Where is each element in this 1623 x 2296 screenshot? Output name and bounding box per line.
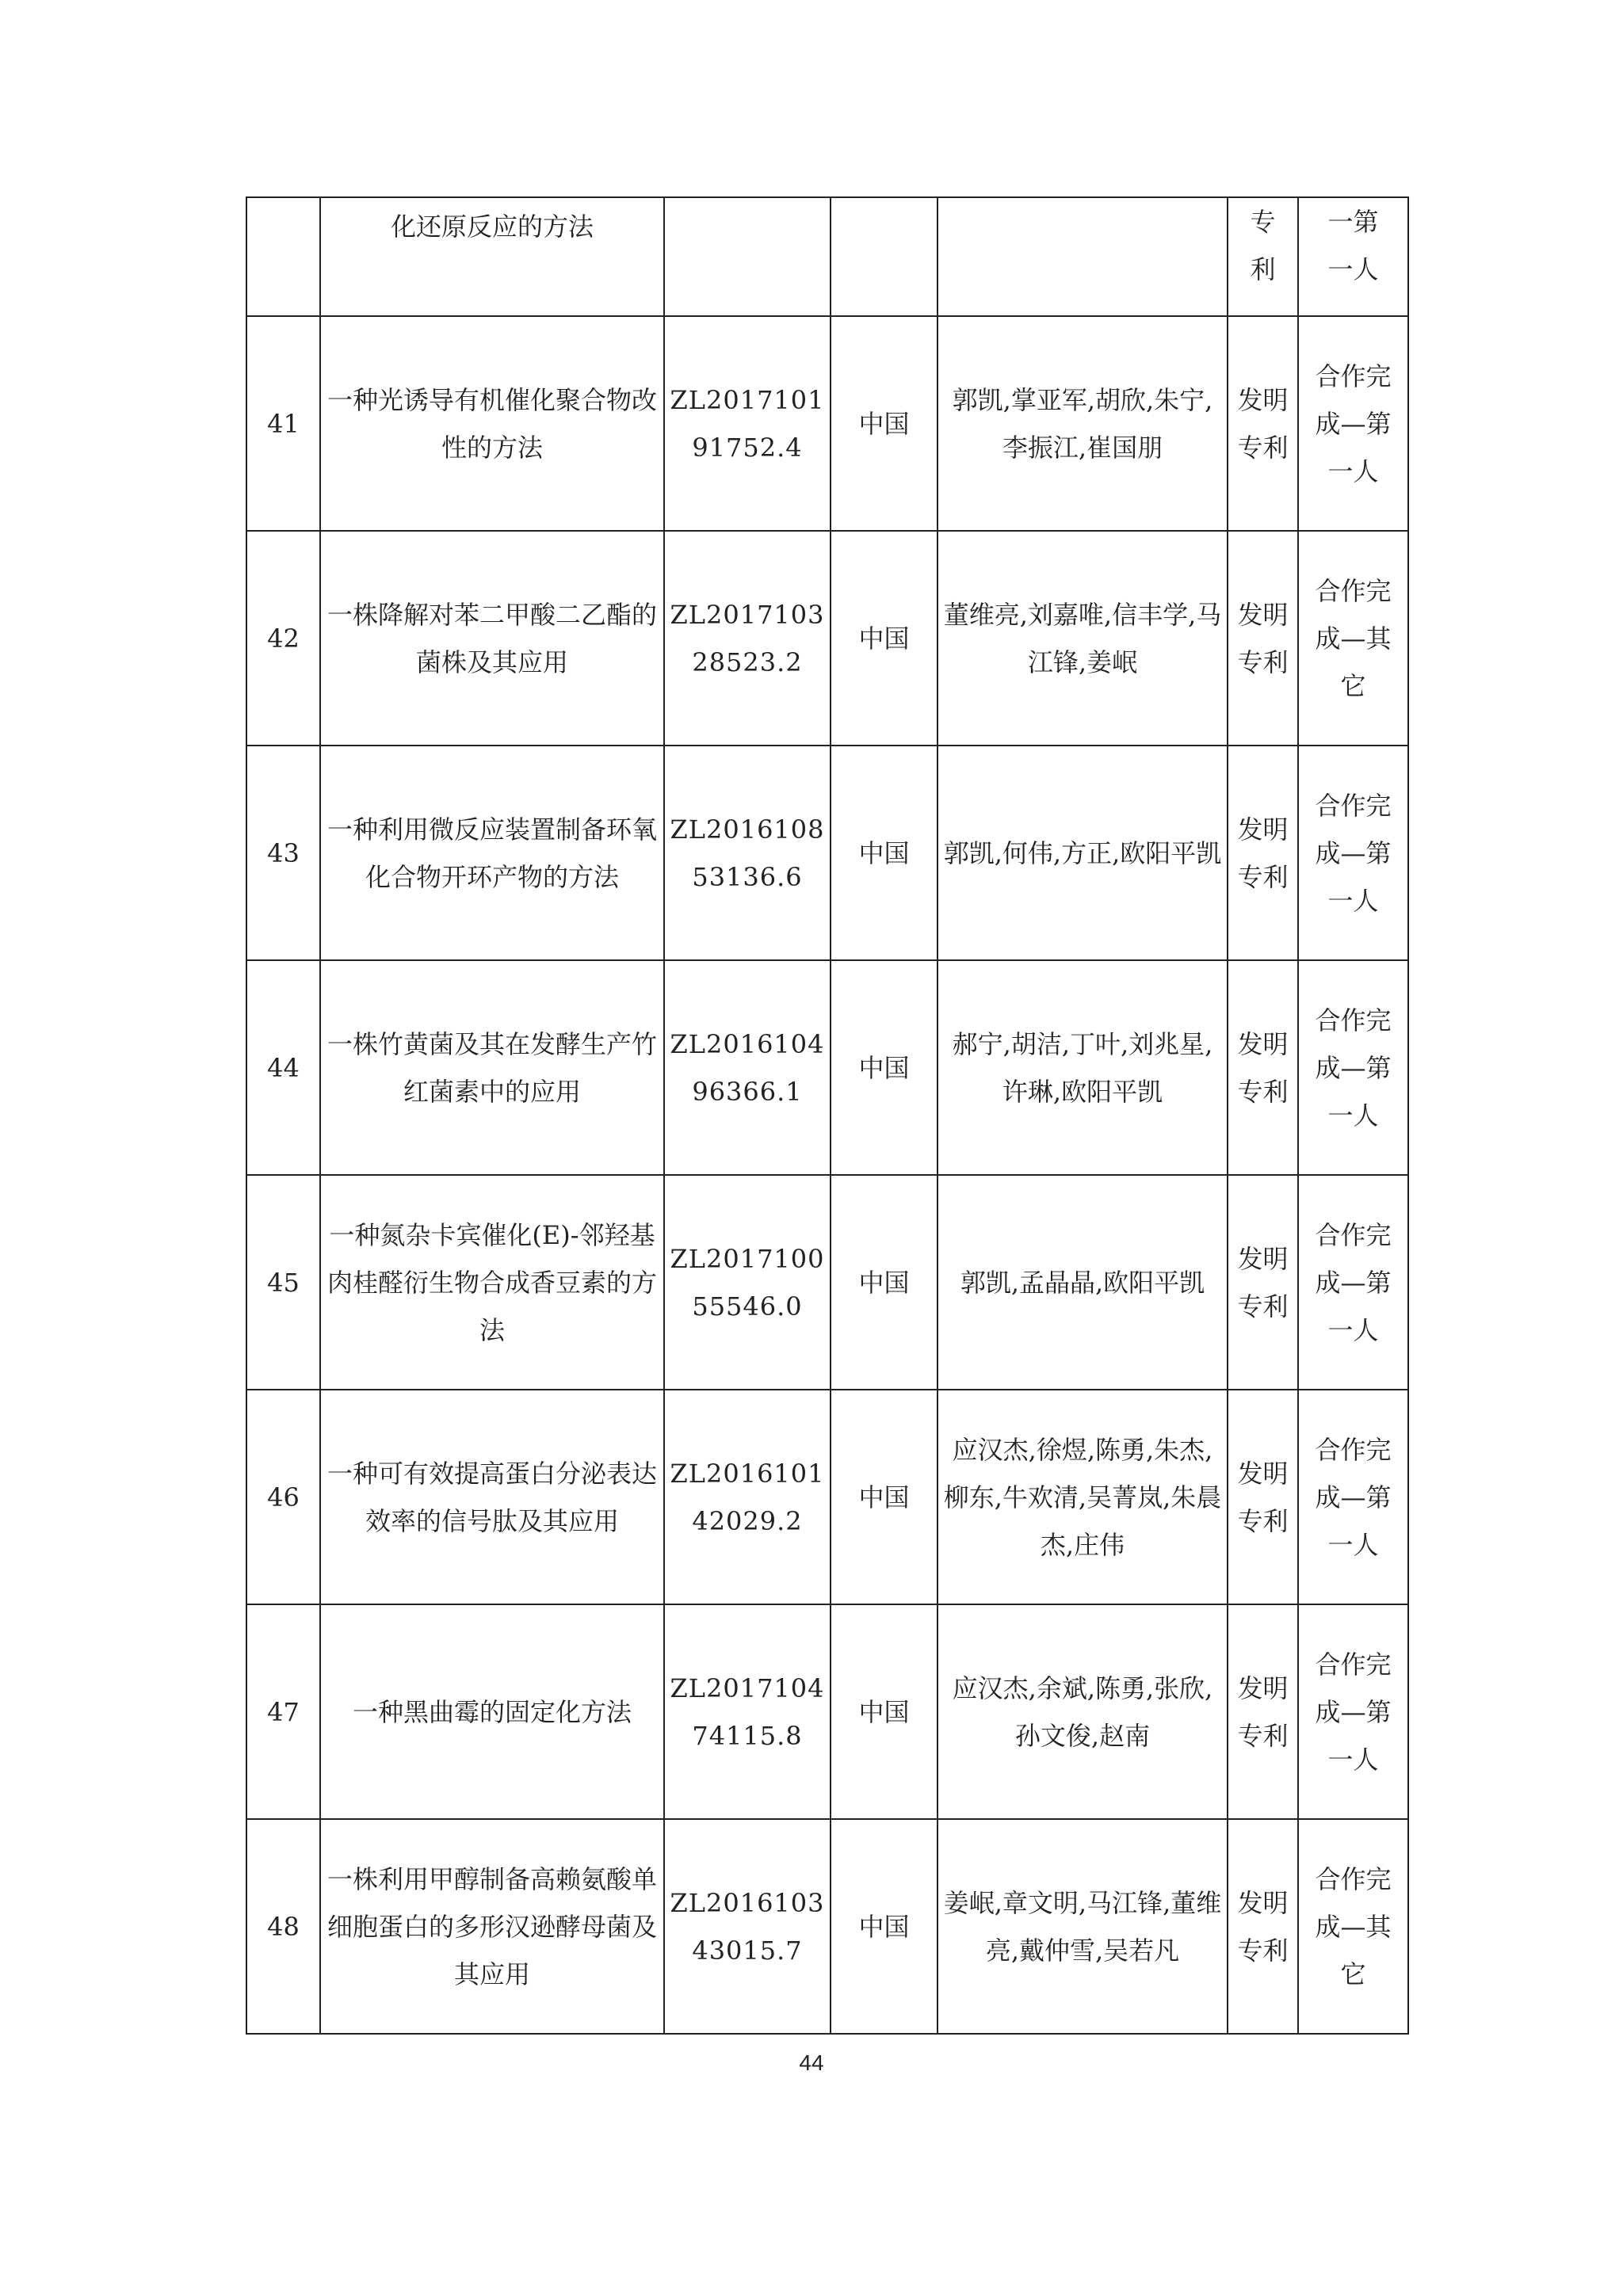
cell-patent-no: ZL201610496366.1 [664,960,831,1175]
cell-title: 一种氮杂卡宾催化(E)-邻羟基肉桂醛衍生物合成香豆素的方法 [320,1175,664,1390]
table-row [246,197,1408,316]
cell-no: 45 [246,1175,320,1390]
cell-patent-no [664,197,831,316]
cell-inventors: 应汉杰,徐煜,陈勇,朱杰,柳东,牛欢清,吴菁岚,朱晨杰,庄伟 [938,1390,1228,1604]
cell-patent-no: ZL201710328523.2 [664,531,831,746]
table-row [246,746,1408,960]
cell-type: 发明专利 [1228,1819,1298,2034]
cell-no: 47 [246,1604,320,1819]
cell-country: 中国 [831,960,938,1175]
cell-role: 合作完成—第一人 [1298,316,1408,531]
cell-patent-no: ZL201610142029.2 [664,1390,831,1604]
cell-no: 44 [246,960,320,1175]
cell-inventors: 姜岷,章文明,马江锋,董维亮,戴仲雪,吴若凡 [938,1819,1228,2034]
table-row [246,1604,1408,1819]
cell-type: 发明专利 [1228,746,1298,960]
cell-inventors [938,197,1228,316]
cell-role: 合作完成—其它 [1298,531,1408,746]
cell-patent-no: ZL201710191752.4 [664,316,831,531]
cell-inventors: 郭凯,掌亚军,胡欣,朱宁,李振江,崔国朋 [938,316,1228,531]
cell-role: 合作完成—第一人 [1298,960,1408,1175]
cell-country: 中国 [831,1390,938,1604]
cell-role: 合作完成—第一人 [1298,1175,1408,1390]
cell-no: 41 [246,316,320,531]
cell-role: 一第 一人 [1298,197,1408,316]
cell-patent-no: ZL201710474115.8 [664,1604,831,1819]
cell-country: 中国 [831,531,938,746]
cell-title: 一株降解对苯二甲酸二乙酯的菌株及其应用 [320,531,664,746]
cell-title: 化还原反应的方法 [320,197,664,316]
cell-title: 一种利用微反应装置制备环氧化合物开环产物的方法 [320,746,664,960]
cell-no: 43 [246,746,320,960]
cell-country [831,197,938,316]
patent-table [246,196,1409,2035]
cell-title: 一种黑曲霉的固定化方法 [320,1604,664,1819]
cell-no: 42 [246,531,320,746]
cell-type: 发明专利 [1228,1604,1298,1819]
cell-type: 发明专利 [1228,960,1298,1175]
table-row [246,1175,1408,1390]
cell-inventors: 郭凯,何伟,方正,欧阳平凯 [938,746,1228,960]
cell-role: 合作完成—第一人 [1298,1390,1408,1604]
cell-type: 发明专利 [1228,1390,1298,1604]
cell-no [246,197,320,316]
cell-role: 合作完成—第一人 [1298,746,1408,960]
cell-inventors: 应汉杰,余斌,陈勇,张欣,孙文俊,赵南 [938,1604,1228,1819]
cell-inventors: 董维亮,刘嘉唯,信丰学,马江锋,姜岷 [938,531,1228,746]
table-row [246,960,1408,1175]
cell-country: 中国 [831,1604,938,1819]
cell-type: 专 利 [1228,197,1298,316]
cell-role: 合作完成—其它 [1298,1819,1408,2034]
cell-no: 48 [246,1819,320,2034]
table-row [246,316,1408,531]
cell-type: 发明专利 [1228,316,1298,531]
cell-title: 一种可有效提高蛋白分泌表达效率的信号肽及其应用 [320,1390,664,1604]
table-row [246,1390,1408,1604]
cell-inventors: 郝宁,胡洁,丁叶,刘兆星,许琳,欧阳平凯 [938,960,1228,1175]
cell-country: 中国 [831,316,938,531]
cell-no: 46 [246,1390,320,1604]
cell-patent-no: ZL201610853136.6 [664,746,831,960]
cell-title: 一株竹黄菌及其在发酵生产竹红菌素中的应用 [320,960,664,1175]
cell-title: 一株利用甲醇制备高赖氨酸单细胞蛋白的多形汉逊酵母菌及其应用 [320,1819,664,2034]
cell-patent-no: ZL201710055546.0 [664,1175,831,1390]
table-row [246,531,1408,746]
cell-type: 发明专利 [1228,531,1298,746]
table-row [246,1819,1408,2034]
cell-country: 中国 [831,1175,938,1390]
cell-patent-no: ZL201610343015.7 [664,1819,831,2034]
cell-country: 中国 [831,746,938,960]
cell-type: 发明专利 [1228,1175,1298,1390]
cell-inventors: 郭凯,孟晶晶,欧阳平凯 [938,1175,1228,1390]
cell-role: 合作完成—第一人 [1298,1604,1408,1819]
cell-title: 一种光诱导有机催化聚合物改性的方法 [320,316,664,531]
page-number: 44 [799,2050,824,2075]
cell-country: 中国 [831,1819,938,2034]
